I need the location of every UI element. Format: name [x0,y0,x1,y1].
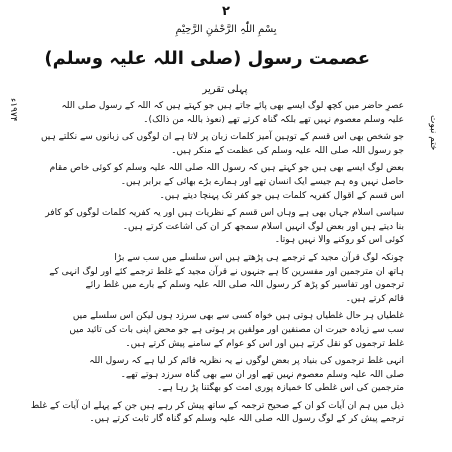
paragraph [34,207,404,248]
text-line: جو رسول اللہ صلی اللہ علیہ وسلم کی عظمت کے منکر ہیں۔ [171,145,404,156]
text-line: غلط ترجموں کو نقل کرتے ہیں اور اس کو عوام کے سامنے پیش کرتے ہیں۔ [125,338,404,349]
paragraph [30,400,404,427]
text-line: ذیل میں ہم ان آیات کو ان کے صحیح ترجمہ کے ساتھ پیش کر رہے ہیں جن کے پہلے ان آیات کے غلط [30,400,404,411]
bismillah-heading: بِسْمِ اللّٰہِ الرَّحْمٰنِ الرَّحِیْمِ [175,24,277,35]
body-text [30,100,404,427]
text-line: جو شخص بھی اس قسم کے توہین آمیز کلمات زبان پر لاتا ہے ان لوگوں کی زبانوں سے نکلتے ہیں [40,132,404,143]
text-line: علیہ وسلم معصوم نہیں تھے بلکہ گناہ کرتے تھے (نعوذ باللہ من ذالک)۔ [143,114,404,125]
page-title: عصمت رسول (صلی اللہ علیہ وسلم) [44,48,370,69]
text-line: بنا دیتے ہیں اور بعض لوگ انہیں اسلام سمجھ کر ان کی اشاعت کرتے ہیں۔ [122,221,404,232]
text-line: انہی غلط ترجموں کی بنیاد پر بعض لوگوں نے یہ نظریہ قائم کر لیا ہے کہ رسول اللہ [89,356,404,367]
paragraph [34,252,404,306]
page-number: ٢ [222,4,230,19]
page-subtitle: پہلی تقریر [202,84,248,95]
paragraph [34,162,404,203]
side-margin-label-right: ختم نبوت [428,114,438,150]
text-line: عصرِ حاضر میں کچھ لوگ ایسے بھی پائے جاتے ہیں جو کہتے ہیں کہ اللہ کے رسول صلی اللہ [61,101,404,111]
text-line: سیاسی اسلام جہاں بھی ہے وہاں اس قسم کے نظریات ہیں اور یہ کفریہ کلمات لوگوں کو کافر [45,208,404,219]
paragraph [34,355,404,396]
text-line: ترجمے پیش کر کے لوگ رسول اللہ صلی اللہ علیہ وسلم کو گناہ گار ثابت کرتے ہیں۔ [89,414,404,425]
text-line: کوئی اس کو روکنے والا نہیں ہوتا۔ [274,235,404,246]
side-margin-label-left: ۱۹۷۴ء [8,98,18,122]
paragraph [34,131,404,158]
text-line: مترجمین کی اس غلطی کا خمیازہ پوری امت کو بھگتنا پڑ رہا ہے۔ [157,383,404,394]
text-line: غلطیاں ہر حال غلطیاں ہوتی ہیں خواہ کسی سے بھی سرزد ہوں لیکن اس سلسلے میں [72,311,404,322]
text-line: قائم کرتے ہیں۔ [345,293,404,304]
text-line: سب سے زیادہ حیرت ان مصنفین اور مولفین پر ہوتی ہے جو محض اپنی بات کی تائید میں [69,324,404,335]
text-line: حاصل نہیں وہ ہم جیسے ایک انسان تھے اور ہمارے بڑے بھائی کے برابر ہیں۔ [120,176,404,187]
text-line: صلی اللہ علیہ وسلم معصوم نہیں تھے اور ان سے بھی گناہ سرزد ہوتے تھے۔ [120,369,404,380]
text-line: ہاتھ ان مترجمین اور مفسرین کا ہے جنہوں نے قرآن مجید کے غلط ترجمے کئے اور لوگ انہی کے [49,266,404,277]
paragraph [34,310,404,351]
text-line: بعض لوگ ایسے بھی ہیں جو کہتے ہیں کہ رسول اللہ صلی اللہ علیہ وسلم کو کوئی خاص مقام [49,163,404,174]
text-line: اس قسم کے اقوال کفریہ کلمات ہیں جو کفر تک پہنچا دیتے ہیں۔ [159,190,404,201]
text-line: ترجموں اور تفاسیر کو پڑھ کر رسول اللہ صلی اللہ علیہ وسلم کے بارے میں غلط رائے [85,280,404,291]
paragraph [34,100,404,127]
text-line: چونکہ لوگ قرآن مجید کے ترجمے ہی پڑھتے ہیں اس سلسلے میں سب سے بڑا [114,252,404,263]
